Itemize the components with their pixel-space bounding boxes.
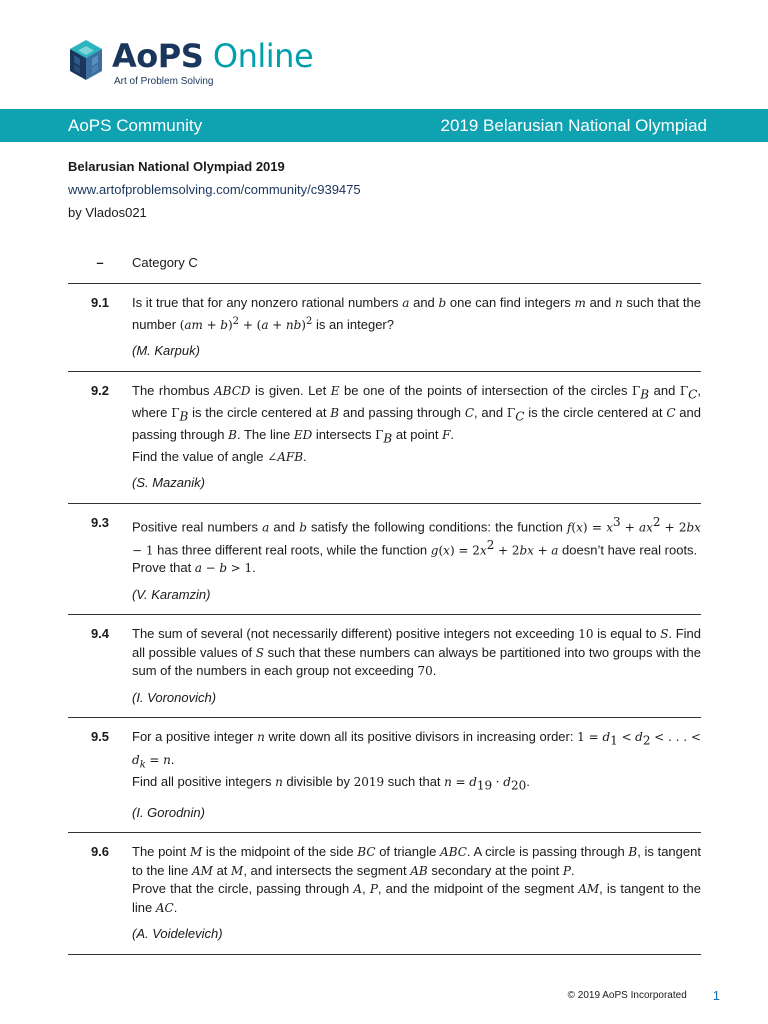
problem-row — [68, 504, 701, 616]
source-link[interactable]: www.artofproblemsolving.com/community/c939475 — [68, 182, 361, 197]
problem-list — [68, 246, 701, 955]
document-meta — [68, 155, 361, 224]
problem-row — [68, 833, 701, 955]
author-line: by Vlados021 — [68, 205, 147, 220]
header-banner — [0, 109, 768, 142]
page-footer — [568, 988, 720, 1003]
problem-author: (I. Gorodnin) — [132, 804, 205, 820]
problem-statement: Positive real numbers a and b satisfy the following conditions: the function $f(x) = x^3 + ax^2 + 2bx - 1$ has three different real roots, while the function $g(x) = 2x^2 + 2bx + a$ doesn’t have real roots. Prove that a − b > 1. (V. Karamzin) — [132, 514, 701, 602]
contest-title: 2019 Belarusian National Olympiad — [440, 116, 707, 135]
problem-author: (I. Voronovich) — [132, 689, 217, 705]
logo-tagline: Art of Problem Solving — [114, 76, 214, 87]
problem-number: 9.4 — [90, 626, 110, 642]
logo-wordmark: AoPS Online — [112, 37, 314, 75]
problem-row — [68, 372, 701, 504]
problem-statement: For a positive integer n write down all its positive divisors in increasing order: $1 = d_1 < d_2$ < . . . < $d_k = n$. Find all positive integers n divisible by 2019 such that $n = d_{19} \cdot d_{20}$. (I. Gorodnin) — [132, 729, 701, 820]
aops-cube-icon — [66, 38, 106, 82]
category-label: Category C — [132, 255, 198, 270]
document-title: Belarusian National Olympiad 2019 — [68, 159, 285, 174]
problem-number: 9.2 — [90, 382, 110, 398]
problem-author: (M. Karpuk) — [132, 343, 200, 358]
problem-statement: Is it true that for any nonzero rational numbers a and b one can find integers m and n such that the number (am + b)$^2$ + (a + nb)$^2$ is an integer? (M. Karpuk) — [132, 295, 701, 358]
problem-number: 9.1 — [90, 295, 110, 310]
copyright-text: © 2019 AoPS Incorporated — [567, 990, 687, 1001]
aops-logo — [66, 38, 313, 94]
problem-statement: The sum of several (not necessarily different) positive integers not exceeding 10 is equal to S. Find all possible values of S such that these numbers can always be partitioned into two groups with the sum of the numbers in each group not exceeding 70. (I. Voronovich) — [132, 626, 701, 705]
problem-author: (S. Mazanik) — [132, 475, 205, 491]
problem-row — [68, 615, 701, 718]
problem-number: 9.6 — [90, 844, 110, 860]
category-marker: – — [96, 255, 104, 270]
problem-number: 9.3 — [90, 514, 110, 530]
category-row — [68, 246, 701, 284]
community-label[interactable]: AoPS Community — [68, 116, 203, 135]
page-number: 1 — [712, 988, 720, 1003]
problem-author: (V. Karamzin) — [132, 586, 211, 602]
problem-statement: The rhombus ABCD is given. Let E be one of the points of intersection of the circles $\Gamma_B$ and $\Gamma_C$, where $\Gamma_B$ is the circle centered at B and passing through C, and $\Gamma_C$ is the circle centered at C and passing through B. The line ED intersects $\Gamma_B$ at point F. Find the value of angle ∠AFB. (S. Mazanik) — [132, 382, 701, 491]
problem-statement: The point M is the midpoint of the side BC of triangle ABC. A circle is passing through B, is tangent to the line AM at M, and intersects the segment AB secondary at the point P. Prove that the circle, passing through A, P, and the midpoint of the segment AM, is tangent to the line AC. (A. Voidelevich) — [132, 844, 702, 942]
problem-row — [68, 284, 701, 372]
problem-row — [68, 718, 701, 833]
problem-author: (A. Voidelevich) — [132, 926, 223, 942]
problem-number: 9.5 — [90, 729, 110, 745]
